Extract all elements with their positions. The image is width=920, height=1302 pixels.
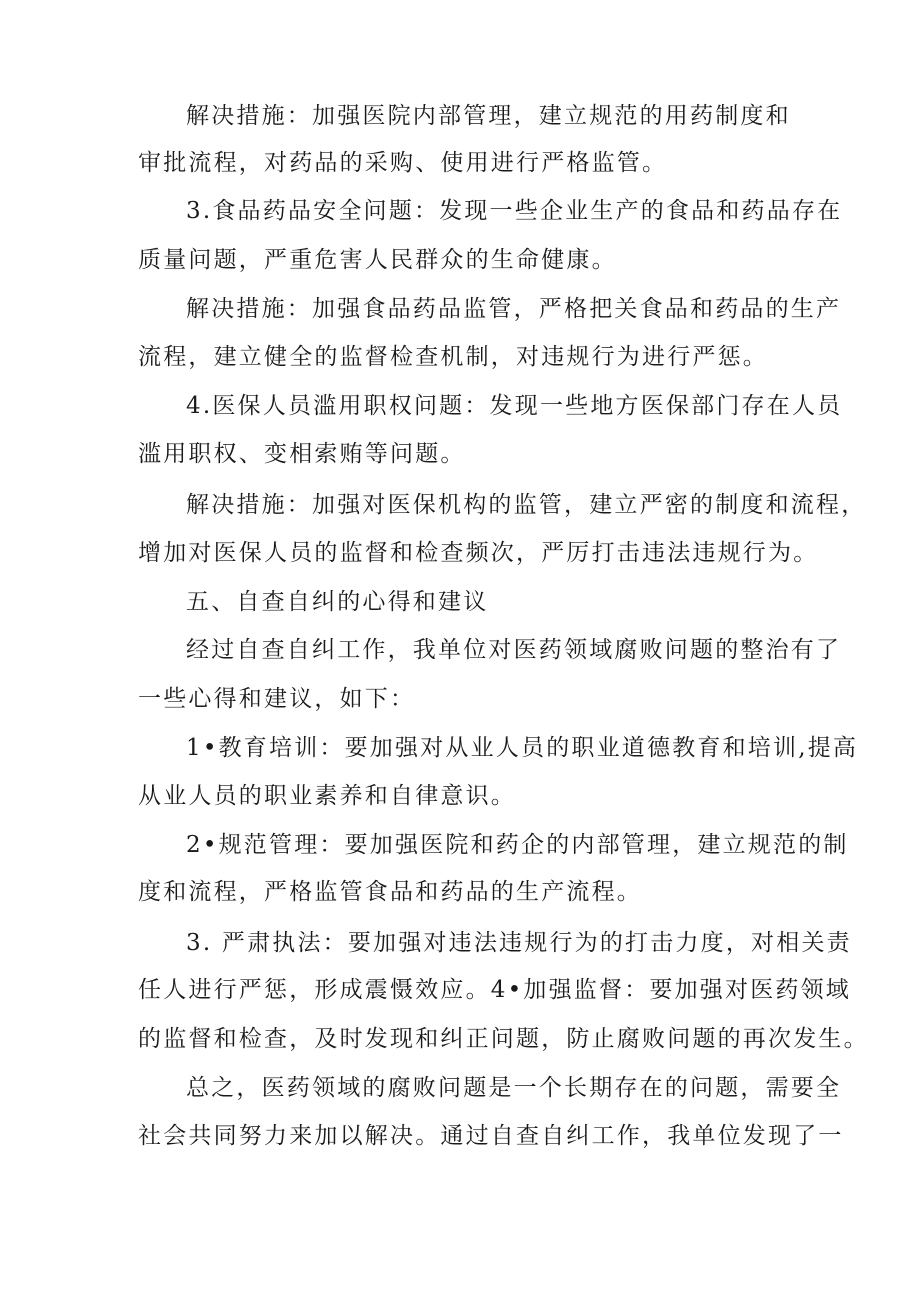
text-line: 解决措施：加强食品药品监管，严格把关食品和药品的生产	[186, 296, 842, 322]
text-line: 解决措施：加强医院内部管理，建立规范的用药制度和	[186, 103, 791, 129]
text-line: 从业人员的职业素养和自律意识。	[138, 783, 516, 809]
text-line: 的监督和检查，及时发现和纠正问题，防止腐败问题的再次发生。	[138, 1026, 869, 1052]
text-line: 度和流程，严格监管食品和药品的生产流程。	[138, 879, 642, 905]
text-line: 1•教育培训：要加强对从业人员的职业道德教育和培训,提高	[186, 735, 859, 761]
text-line: 2•规范管理：要加强医院和药企的内部管理，建立规范的制	[186, 832, 849, 858]
text-line: 流程，建立健全的监督检查机制，对违规行为进行严惩。	[138, 344, 768, 370]
text-line: 总之，医药领域的腐败问题是一个长期存在的问题，需要全	[186, 1075, 842, 1101]
text-line: 经过自查自纠工作，我单位对医药领域腐败问题的整治有了	[186, 637, 842, 663]
text-line: 增加对医保人员的监督和检查频次，严厉打击违法违规行为。	[138, 540, 819, 566]
text-line: 审批流程，对药品的采购、使用进行严格监管。	[138, 150, 668, 176]
text-line: 3. 严肃执法：要加强对违法违规行为的打击力度，对相关责	[186, 930, 852, 956]
text-line: 任人进行严惩，形成震慑效应。4•加强监督：要加强对医药领域	[138, 977, 851, 1003]
text-line: 社会共同努力来加以解决。通过自查自纠工作，我单位发现了一	[138, 1123, 844, 1149]
text-line: 滥用职权、变相索贿等问题。	[138, 441, 466, 467]
text-line: 解决措施：加强对医保机构的监管，建立严密的制度和流程，	[186, 492, 867, 518]
text-line: 一些心得和建议，如下：	[138, 686, 416, 712]
text-line: 质量问题，严重危害人民群众的生命健康。	[138, 247, 617, 273]
section-heading: 五、自查自纠的心得和建议	[186, 589, 489, 615]
text-line: 3.食品药品安全问题：发现一些企业生产的食品和药品存在	[186, 198, 843, 224]
text-line: 4.医保人员滥用职权问题：发现一些地方医保部门存在人员	[186, 393, 843, 419]
